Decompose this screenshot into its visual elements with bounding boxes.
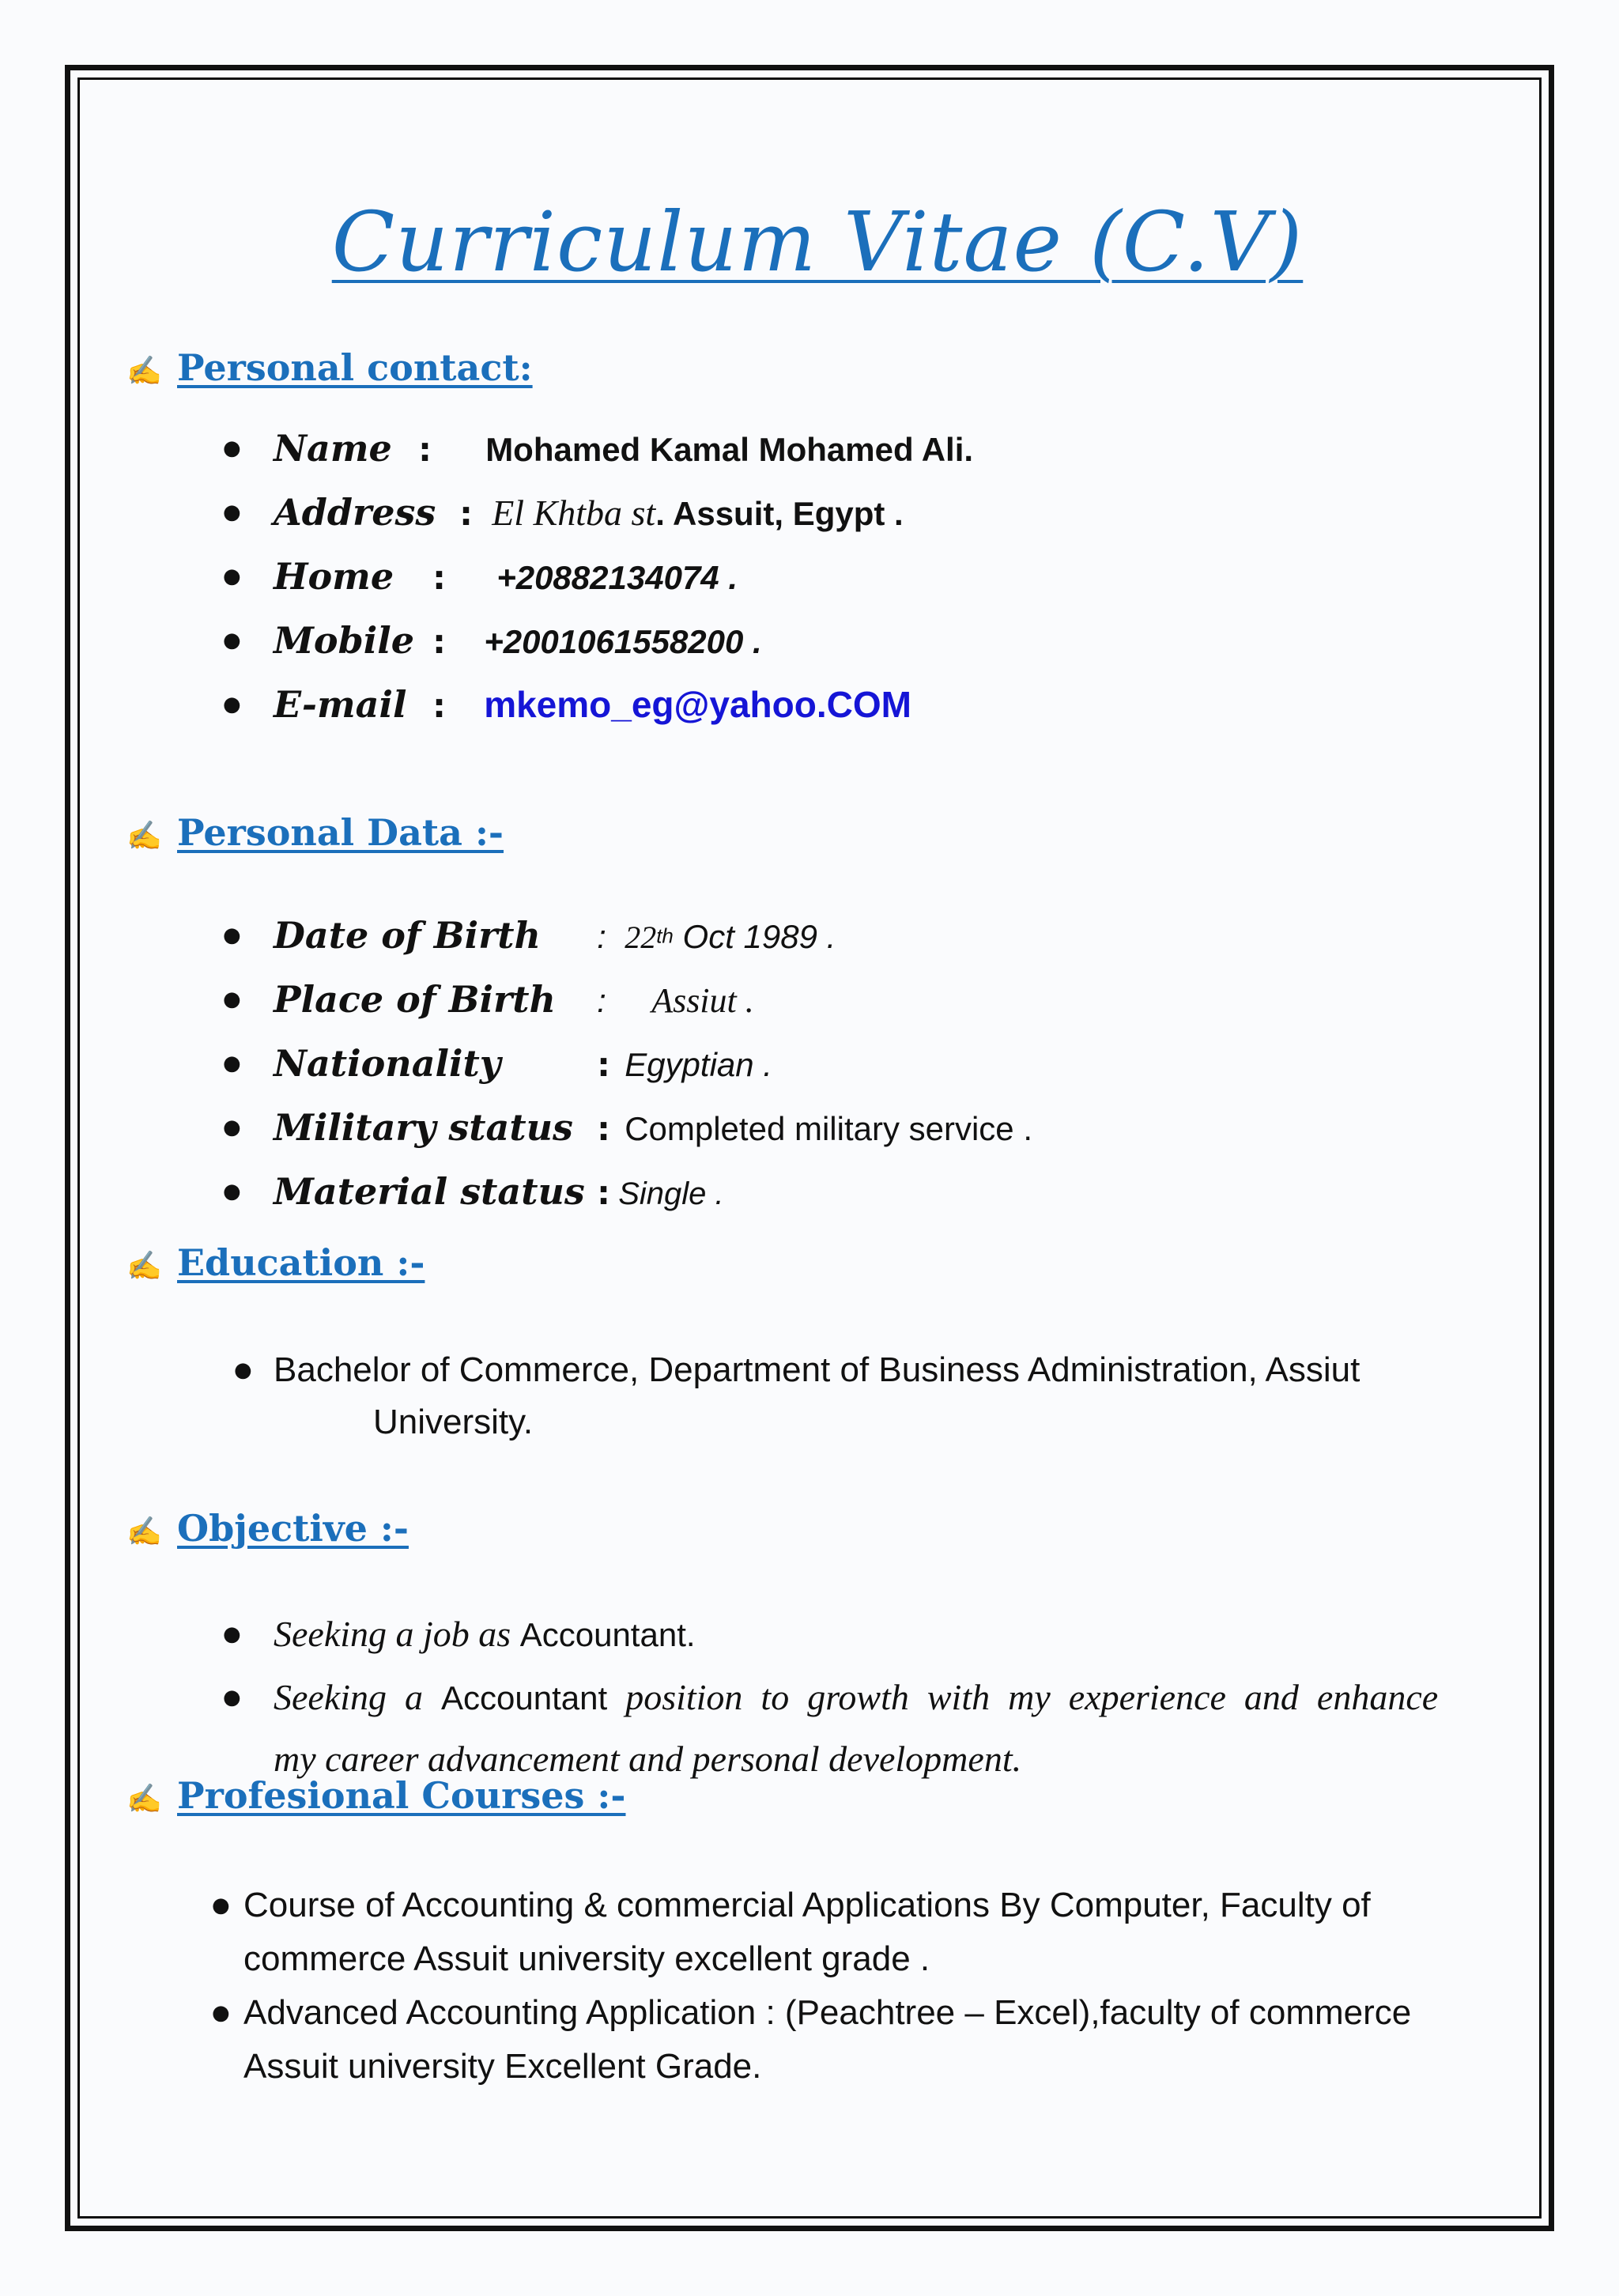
personal-data-list [223,908,1032,1228]
email-link[interactable]: mkemo_eg@yahoo.COM [484,684,911,725]
objective-text: Accountant [441,1679,608,1716]
address-street: El Khtba st [492,493,656,533]
field-label: Material status [274,1170,585,1213]
marital-status-value: Single . [618,1176,724,1211]
contact-list [223,421,973,741]
list-item [223,1164,1032,1228]
list-item [212,1986,1411,2094]
field-separator: : [432,622,446,661]
course-line: Assuit university Excellent Grade. [243,2047,762,2086]
list-item [223,549,973,613]
list-item [223,613,973,677]
military-status-value: Completed military service . [625,1110,1032,1147]
field-label: Name [274,427,392,470]
section-heading: Objective :- [177,1507,409,1550]
course-line: commerce Assuit university excellent grade . [243,1939,930,1978]
field-label: Date of Birth [274,914,541,957]
field-label: Mobile [274,619,414,662]
field-separator: : [597,918,606,955]
dob-value: Oct 1989 . [673,918,836,955]
dob-suffix: th [656,923,674,948]
objective-text: Seeking a job as [274,1614,520,1654]
section-personal-contact [126,346,533,389]
field-separator: : [432,686,446,725]
pen-hand-icon: ✍ [126,1516,162,1548]
field-label: Home [274,555,394,598]
section-personal-data [126,811,504,854]
field-separator: : [597,1045,610,1084]
field-label: E-mail [274,683,407,726]
field-label: Place of Birth [274,978,556,1021]
list-item [223,421,973,485]
section-professional-courses [126,1774,625,1817]
field-label: Nationality [274,1042,501,1085]
address-value: . Assuit, Egypt . [655,495,904,532]
section-heading: Education :- [177,1241,425,1284]
dob-day: 22 [625,920,657,955]
nationality-value: Egyptian . [625,1046,772,1083]
list-item [223,677,973,741]
field-separator: : [459,494,473,533]
field-separator: : [597,1109,610,1148]
name-value: Mohamed Kamal Mohamed Ali. [485,431,974,468]
education-line: ● Bachelor of Commerce, Department of Business Administration, Assiut [274,1350,1360,1389]
list-item [223,1036,1032,1100]
list-item [223,972,1032,1036]
document-title: Curriculum Vitae (C.V) [331,194,1304,290]
list-item [223,1607,1504,1670]
section-heading: Personal Data :- [177,811,504,854]
list-item [223,1670,1504,1785]
field-label: Military status [274,1106,573,1149]
pen-hand-icon: ✍ [126,355,162,387]
home-phone-value: +20882134074 . [496,559,738,596]
list-item [223,485,973,549]
course-line: ● Course of Accounting & commercial Applications By Computer, Faculty of [243,1886,1371,1924]
course-line: ● Advanced Accounting Application : (Peachtree – Excel),faculty of commerce [243,1993,1412,2032]
list-item [223,908,1032,972]
list-item [223,1100,1032,1164]
pen-hand-icon: ✍ [126,820,162,852]
objective-text: Seeking a [274,1677,442,1717]
objective-text: Accountant. [519,1616,696,1653]
section-heading: Personal contact: [177,346,533,389]
objective-text: my career advancement and personal development. [274,1739,1022,1779]
objective-text: position to growth with my experience and enhance [607,1677,1439,1717]
field-separator: : [597,982,606,1019]
mobile-phone-value: +2001061558200 . [484,623,762,660]
field-separator: : [418,430,432,469]
section-heading: Profesional Courses :- [177,1774,626,1817]
pen-hand-icon: ✍ [126,1783,162,1815]
list-item [212,1879,1411,1986]
field-separator: : [432,558,446,597]
section-objective [126,1507,409,1550]
education-line: University. [373,1403,534,1441]
pen-hand-icon: ✍ [126,1250,162,1282]
field-label: Address [274,491,436,534]
place-of-birth-value: Assiut . [651,981,754,1020]
objective-list [223,1607,1504,1785]
list-item [234,1344,1360,1448]
field-separator: : [597,1173,610,1212]
education-list [234,1344,1360,1448]
courses-list [212,1879,1411,2094]
section-education [126,1241,425,1284]
